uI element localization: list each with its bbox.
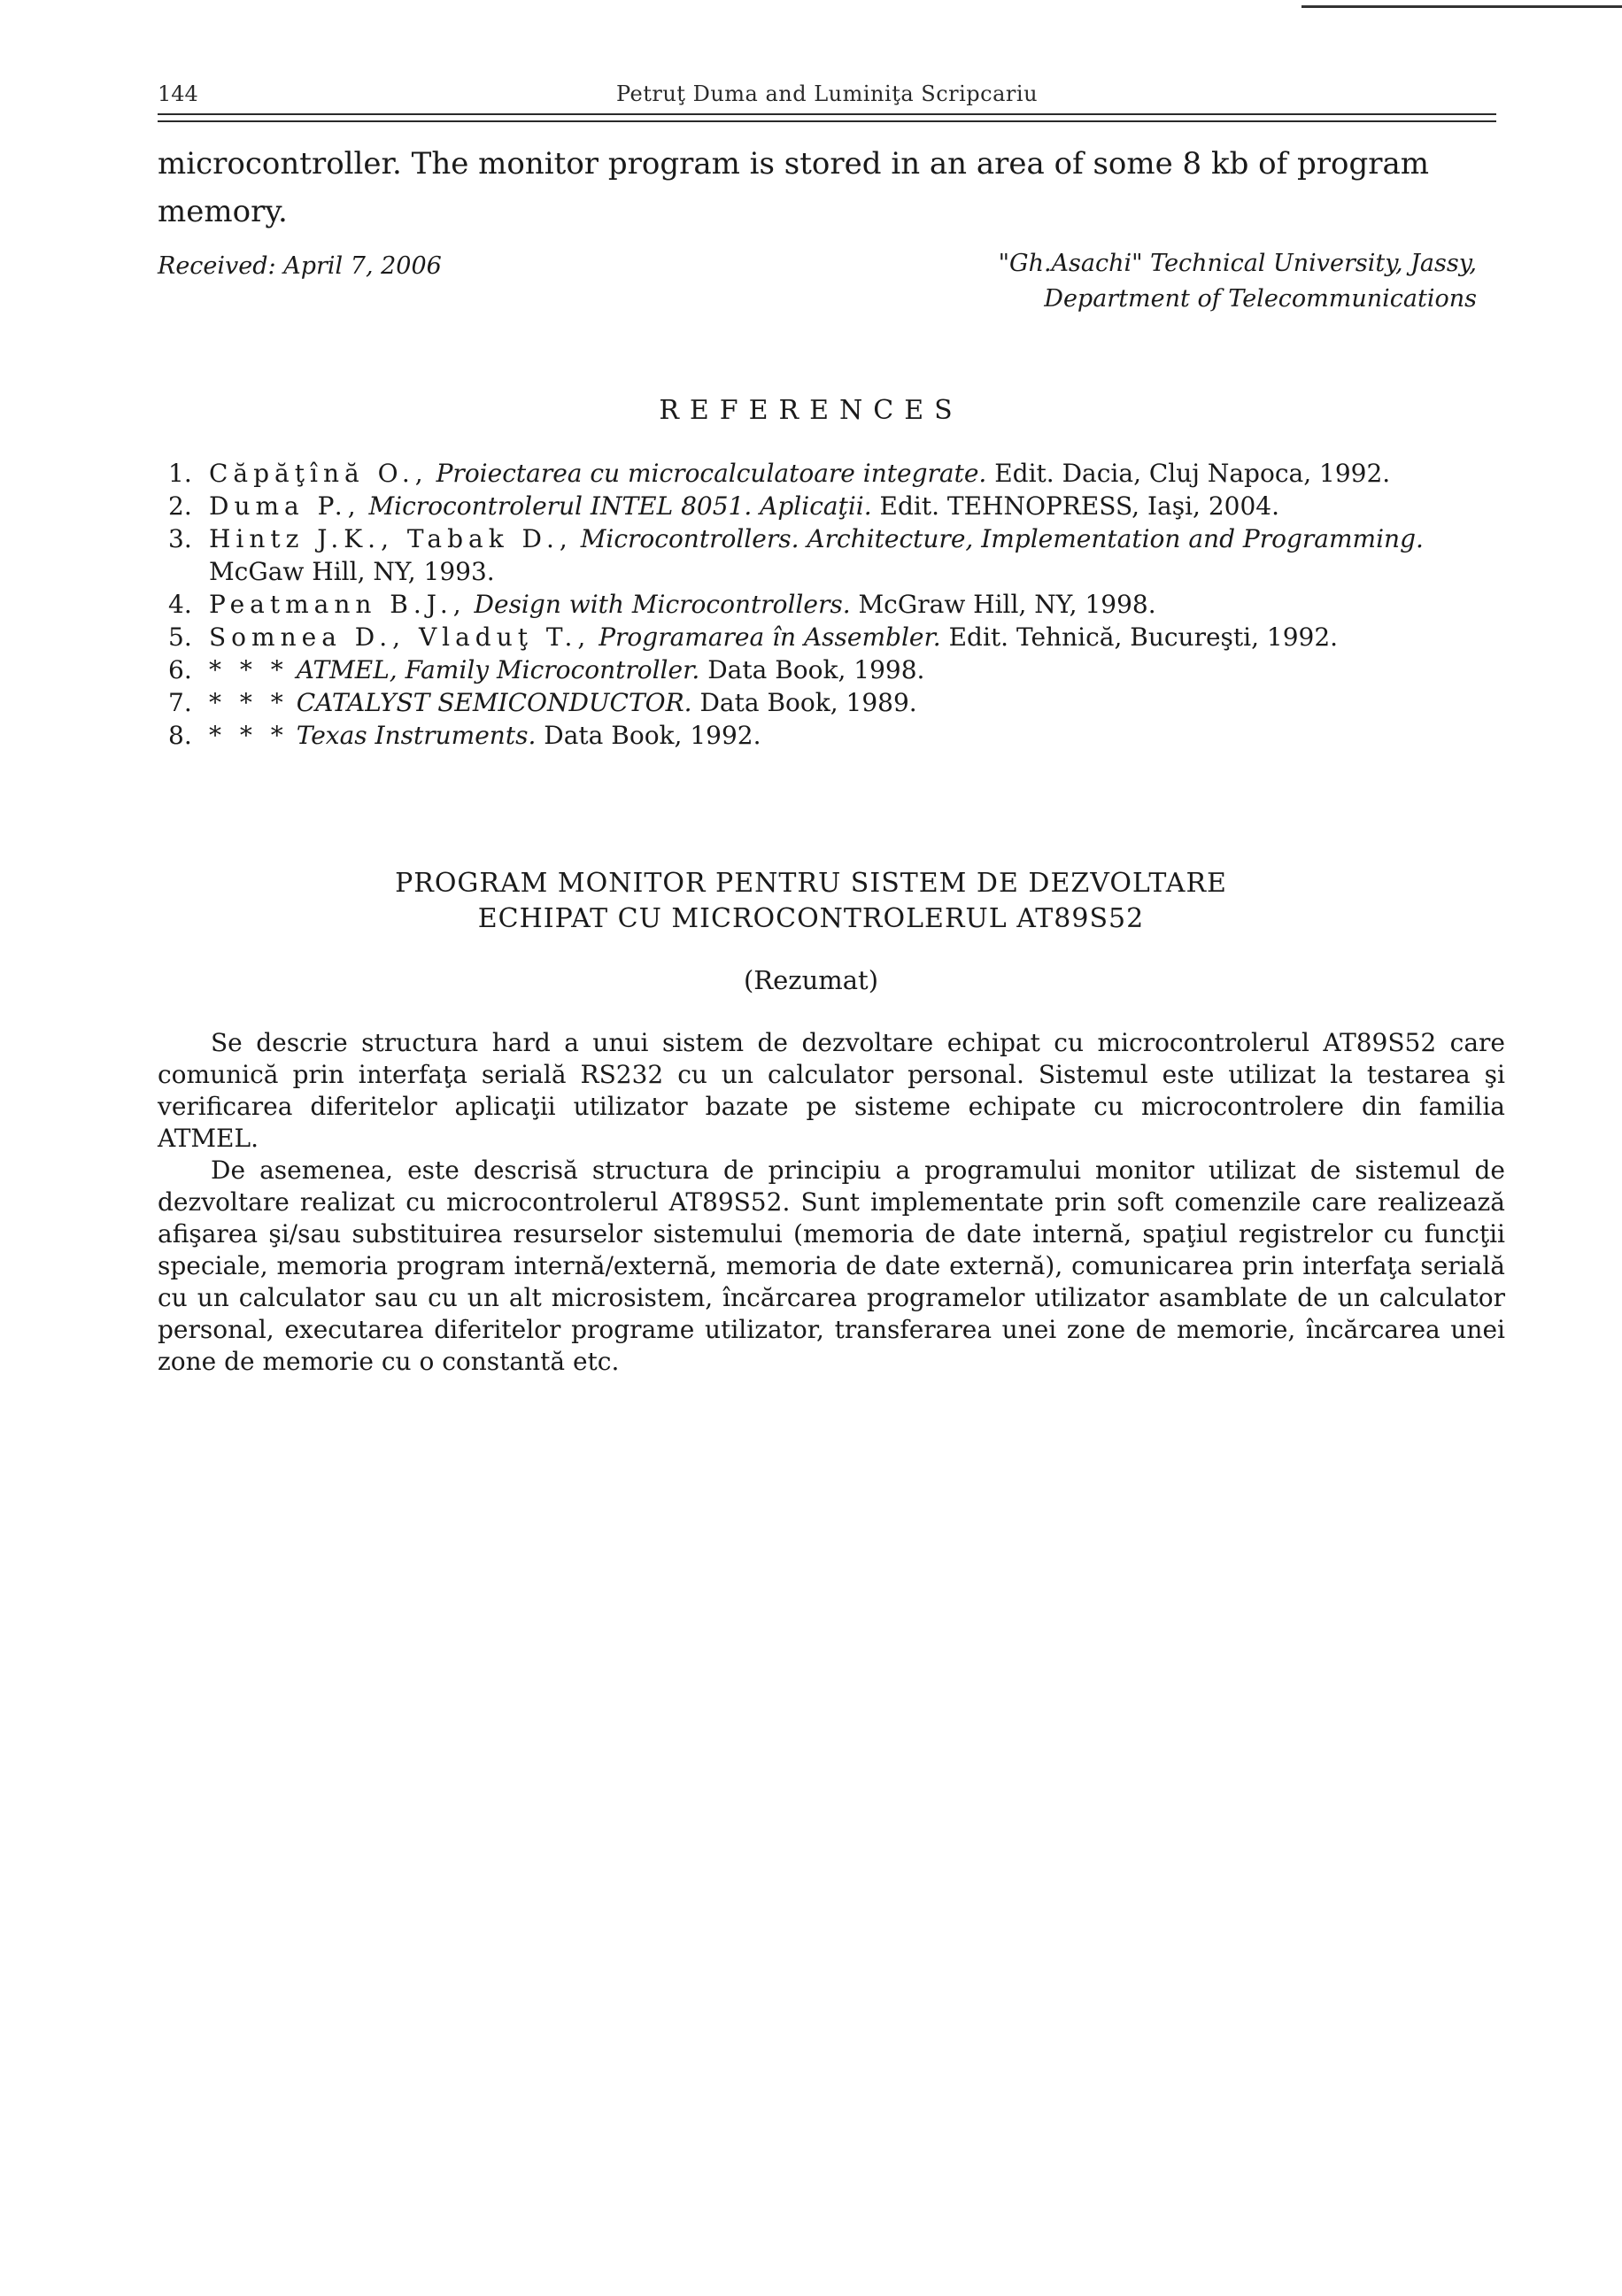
reference-title: ATMEL, Family Microcontroller.: [296, 655, 700, 684]
reference-authors: * * *: [209, 655, 289, 684]
romanian-abstract: [158, 1027, 1505, 1378]
affiliation: [999, 246, 1477, 317]
reference-item: [168, 686, 1496, 719]
reference-number: 7.: [168, 688, 192, 717]
reference-publisher: Edit. Dacia, Cluj Napoca, 1992.: [994, 459, 1391, 488]
reference-item: [168, 490, 1496, 522]
romanian-title-line-2: ECHIPAT CU MICROCONTROLERUL AT89S52: [477, 903, 1145, 934]
reference-publisher: Data Book, 1992.: [544, 721, 761, 750]
rezumat-subtitle: (Rezumat): [743, 965, 879, 995]
reference-number: 5.: [168, 622, 192, 652]
reference-authors: * * *: [209, 688, 289, 717]
reference-authors: * * *: [209, 721, 289, 750]
reference-item: [168, 653, 1496, 686]
reference-number: 6.: [168, 655, 192, 684]
header-rule-top: [158, 113, 1496, 115]
reference-item: [168, 719, 1496, 752]
reference-publisher: McGaw Hill, NY, 1993.: [209, 557, 495, 586]
reference-number: 3.: [168, 524, 192, 553]
reference-authors: Peatmann B.J.,: [209, 590, 467, 619]
reference-publisher: Data Book, 1998.: [707, 655, 925, 684]
reference-authors: Hintz J.K., Tabak D.,: [209, 524, 573, 553]
romanian-title: [0, 866, 1622, 937]
reference-title: Programarea în Assembler.: [599, 622, 941, 652]
reference-authors: Căpăţînă O.,: [209, 459, 429, 488]
scan-top-edge-line: [1301, 5, 1622, 8]
references-heading: REFERENCES: [659, 395, 963, 426]
reference-title: Proiectarea cu microcalculatoare integrate.: [436, 459, 987, 488]
running-title: Petruţ Duma and Luminiţa Scripcariu: [615, 81, 1039, 106]
affiliation-line-1: "Gh.Asachi" Technical University, Jassy,: [998, 250, 1477, 277]
reference-number: 2.: [168, 491, 192, 521]
affiliation-line-2: Department of Telecommunications: [1044, 285, 1477, 313]
romanian-title-line-1: PROGRAM MONITOR PENTRU SISTEM DE DEZVOLTARE: [395, 868, 1227, 899]
reference-item: [168, 588, 1496, 621]
reference-title: Microcontrollers. Architecture, Implementation and Programming.: [580, 524, 1424, 553]
reference-title: Texas Instruments.: [296, 721, 537, 750]
reference-title: Microcontrolerul INTEL 8051. Aplicaţii.: [368, 491, 872, 521]
reference-title: Design with Microcontrollers.: [474, 590, 851, 619]
reference-number: 1.: [168, 459, 192, 488]
reference-publisher: Edit. TEHNOPRESS, Iaşi, 2004.: [879, 491, 1279, 521]
reference-item: [168, 621, 1496, 653]
received-date: Received: April 7, 2006: [158, 252, 442, 280]
page-number: 144: [158, 81, 198, 106]
abstract-paragraph-1: Se descrie structura hard a unui sistem de dezvoltare echipat cu microcontrolerul AT89S52 care comunică prin interfaţa serială RS232 cu un calculator personal. Sistemul este utilizat la testarea şi verificarea diferitelor aplicaţii utilizator bazate pe sisteme echipate cu microcontrolere din familia ATMEL.: [158, 1028, 1505, 1153]
reference-publisher: McGraw Hill, NY, 1998.: [858, 590, 1156, 619]
reference-item: [168, 522, 1496, 588]
reference-number: 8.: [168, 721, 192, 750]
reference-publisher: Data Book, 1989.: [699, 688, 917, 717]
reference-authors: Somnea D., Vladuţ T.,: [209, 622, 591, 652]
references-list: [168, 457, 1496, 752]
reference-authors: Duma P.,: [209, 491, 361, 521]
reference-item: [168, 457, 1496, 490]
header-rule-bottom: [158, 120, 1496, 122]
reference-number: 4.: [168, 590, 192, 619]
abstract-paragraph-2: De asemenea, este descrisă structura de principiu a programului monitor utilizat de sistemul de dezvoltare realizat cu microcontrolerul AT89S52. Sunt implementate prin soft comenzile care realizează afişarea şi/sau substituirea resurselor sistemului (memoria de date internă, spaţiul registrelor cu funcţii speciale, memoria program internă/externă, memoria de date externă), comunicarea prin interfaţa serială cu un calculator sau cu un alt microsistem, încărcarea programelor utilizator asamblate de un calculator personal, executarea diferitelor programe utilizator, transferarea unei zone de memorie, încărcarea unei zone de memorie cu o constantă etc.: [158, 1156, 1505, 1376]
reference-publisher: Edit. Tehnică, Bucureşti, 1992.: [948, 622, 1339, 652]
intro-paragraph: microcontroller. The monitor program is stored in an area of some 8 kb of program memory.: [158, 146, 1430, 229]
reference-title: CATALYST SEMICONDUCTOR.: [296, 688, 692, 717]
page-header: [158, 74, 1496, 113]
